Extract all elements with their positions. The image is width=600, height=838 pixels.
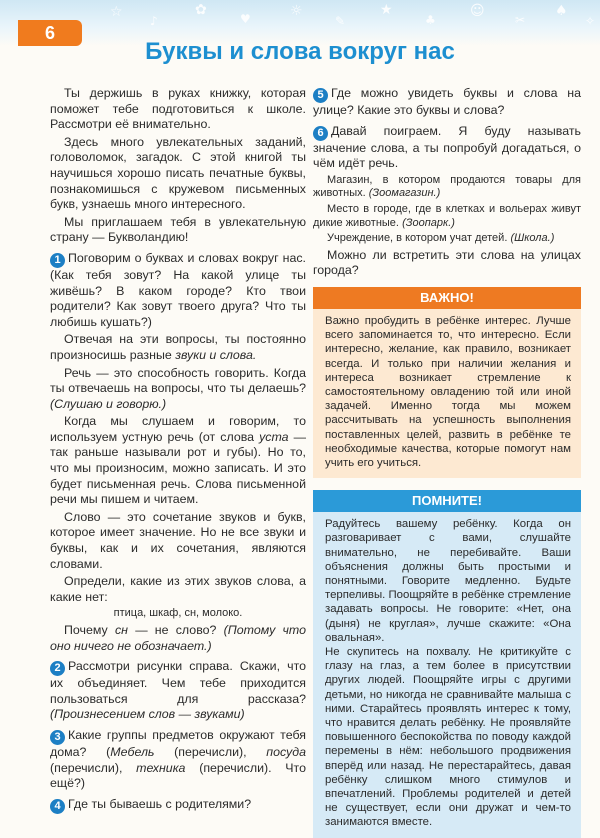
remember-paragraph: Радуйтесь вашему ребёнку. Когда он разговаривает с вами, слушайте внимательно, не перебивайте. Ваши объяснения должны быть простыми и понятными. Говорите медленно. Будьте терпеливы. Поощряйте в ребёнке стремление задавать вопросы. Не говорите: «Нет, она (дыня) не круглая», лучше скажите: «Она овальная». [325, 518, 571, 644]
riddle-item: Магазин, в котором продаются товары для животных. (Зоомагазин.) [313, 173, 581, 200]
intro-paragraph: Ты держишь в руках книжку, которая поможет тебе подготовиться к школе. Рассмотри её внимательно. [50, 86, 306, 132]
question-number-badge: 5 [313, 88, 328, 103]
page-number: 6 [18, 20, 82, 46]
flower-doodle-icon: ✿ [195, 2, 207, 18]
club-doodle-icon: ♣ [425, 13, 436, 27]
question-number-badge: 1 [50, 253, 65, 268]
remember-paragraph: Не скупитесь на похвалу. Не критикуйте с глазу на глаз, а тем более в присутствии других людей. Поощряйте игры с другими детьми, но никогда не сравнивайте малыша с ними. Старайтесь проявлять интерес к тому, что нравится делать ребёнку. Не проявляйте повышенного беспокойства по поводу каждой перемены в нём: небольшого продвижения вперёд или назад. Не перестарайтесь, давая ребёнку слишком много стимулов и впечатлений. Проблемы родителей и детей не существует, если они дружат и чем-то занимаются вместе. [325, 646, 571, 829]
sparkle-doodle-icon: ✧ [585, 14, 596, 28]
right-column [313, 86, 581, 838]
sun-doodle-icon: ☼ [290, 3, 303, 19]
body-paragraph: Речь — это способность говорить. Когда ты отвечаешь на вопросы, что ты делаешь? (Слушаю и говорю.) [50, 365, 306, 411]
question-number-badge: 2 [50, 661, 65, 676]
question-number-badge: 3 [50, 730, 65, 745]
words-list: птица, шкаф, сн, молоко. [113, 607, 243, 620]
question-1 [50, 251, 306, 330]
question-4: 4 Где ты бываешь с родителями? [50, 797, 306, 814]
important-box [313, 287, 581, 478]
remember-box [313, 490, 581, 837]
question-3: 3 Какие группы предметов окружают тебя дома? (Мебель (перечисли), посуда (перечисли), техника (перечисли). Что ещё?) [50, 727, 306, 791]
body-paragraph: Отвечая на эти вопросы, ты постоянно произносишь разные звуки и слова. [50, 332, 306, 362]
question-number-badge: 4 [50, 799, 65, 814]
intro-paragraph: Мы приглашаем тебя в увлекательную страну — Букволандию! [50, 214, 306, 245]
star-doodle-icon: ☆ [110, 4, 123, 20]
body-paragraph: Можно ли встретить эти слова на улицах города? [313, 247, 581, 278]
remember-box-title: ПОМНИТЕ! [313, 490, 581, 512]
body-paragraph: Почему сн — не слово? (Потому что оно ничего не обозначает.) [50, 623, 306, 653]
scissors-doodle-icon: ✂ [515, 13, 526, 27]
question-6: 6 Давай поиграем. Я буду называть значение слова, а ты попробуй догадаться, о чём идёт речь. [313, 123, 581, 171]
riddle-item: Место в городе, где в клетках и вольерах живут дикие животные. (Зоопарк.) [313, 202, 581, 229]
question-text: Поговорим о буквах и словах вокруг нас. (Как тебя зовут? На какой улице ты живёшь? В каком городе? Кто твои родители? Как зовут твоего друга? Что ты любишь кушать?) [50, 250, 306, 329]
star-doodle-icon: ★ [380, 2, 393, 18]
important-box-title: ВАЖНО! [313, 287, 581, 309]
question-number-badge: 6 [313, 126, 328, 141]
riddle-item: Учреждение, в котором учат детей. (Школа.) [327, 232, 555, 245]
smile-doodle-icon: ☺ [470, 3, 485, 19]
page-title: Буквы и слова вокруг нас [145, 38, 455, 65]
body-paragraph: Определи, какие из этих звуков слова, а какие нет: [50, 574, 306, 604]
left-column [50, 86, 306, 816]
spade-doodle-icon: ♠ [555, 3, 568, 19]
intro-paragraph: Здесь много увлекательных заданий, головоломок, загадок. С этой книгой ты научишься хорошо писать печатные буквы, познакомишься с кружевом письменных букв, узнаешь много интересного. [50, 134, 306, 212]
heart-doodle-icon: ♥ [240, 12, 251, 26]
body-paragraph: Слово — это сочетание звуков и букв, которое имеет значение. Но не все звуки и буквы, как и их сочетания, являются словами. [50, 509, 306, 571]
question-5: 5 Где можно увидеть буквы и слова на улице? Какие это буквы и слова? [313, 86, 581, 117]
pencil-doodle-icon: ✎ [335, 14, 346, 28]
question-2: 2 Рассмотри рисунки справа. Скажи, что их объединяет. Чем тебе приходится пользоваться для рассказа? (Произнесением слов — звуками) [50, 659, 306, 722]
remember-box-text [313, 517, 581, 829]
note-doodle-icon: ♪ [150, 14, 158, 28]
body-paragraph: Когда мы слушаем и говорим, то используем устную речь (от слова уста — так раньше называли рот и губы). Но то, что мы произносим, можно записать. И это будет письменная речь. Слова письменной речи мы пишем и читаем. [50, 414, 306, 507]
important-box-text: Важно пробудить в ребёнке интерес. Лучше всего запоминается то, что интересно. Если интересно, желание, как правило, возникает всегда. И только при наличии желания и интереса возникает стремление к самостоятельному овладению той или иной задачей. Именно тогда мы можем рассчитывать на успешность выполнения поставленных целей, развить в ребёнке те необходимые качества, которые помогут нам учить его учиться. [325, 314, 571, 469]
